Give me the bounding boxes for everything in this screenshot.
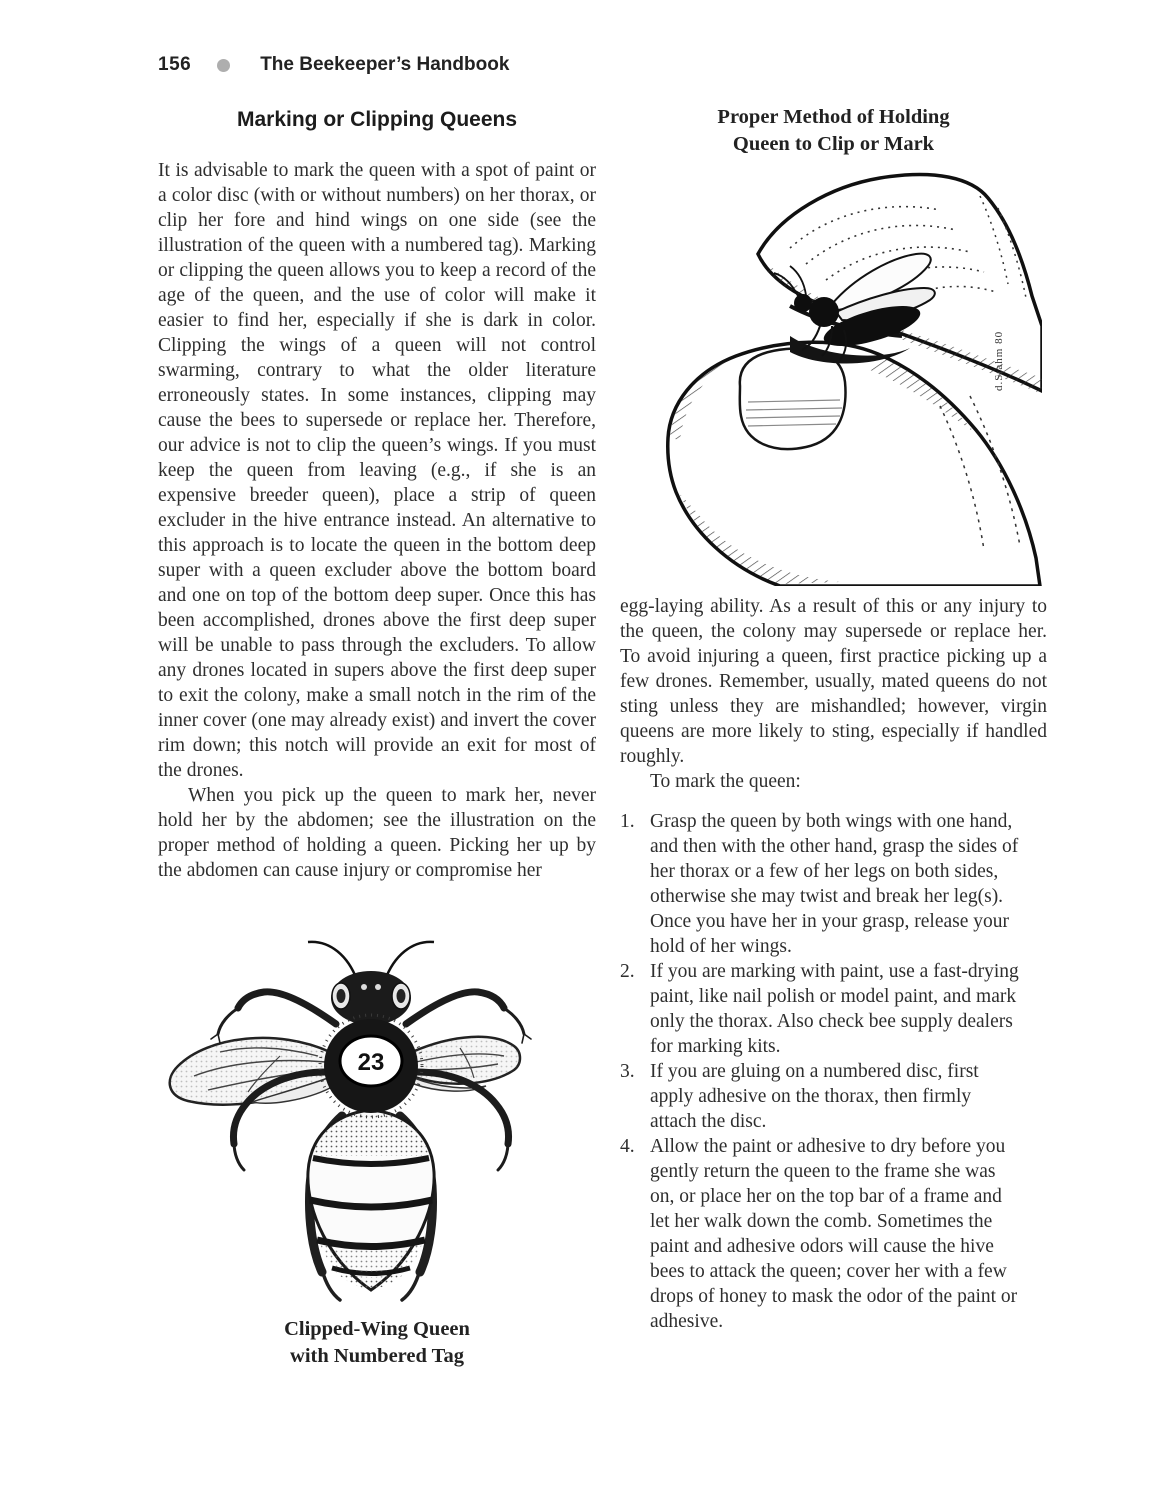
bee-abdomen — [308, 1110, 434, 1290]
fingernail — [740, 348, 846, 449]
list-item — [620, 1134, 1047, 1334]
bee-figure-caption-line-1: Clipped-Wing Queen — [284, 1318, 470, 1340]
bee-figure-caption-line-2: with Numbered Tag — [290, 1345, 464, 1367]
list-item-number: 1. — [620, 811, 635, 832]
bee-thorax — [809, 297, 839, 327]
right-paragraph-2: To mark the queen: — [650, 771, 801, 792]
right-column — [620, 594, 1047, 1334]
list-item — [620, 1059, 1047, 1134]
marking-steps-list — [620, 809, 1047, 1334]
bee-head — [794, 294, 812, 312]
fingertip-illustration — [668, 342, 1040, 586]
bee-head — [331, 971, 411, 1025]
list-item-number: 4. — [620, 1136, 635, 1157]
left-paragraph-2: When you pick up the queen to mark her, never hold her by the abdomen; see the illustration on the proper method of holding a queen. Picking her up by the abdomen can cause injury or compromise her — [158, 785, 596, 881]
queen-tag-number: 23 — [357, 1049, 385, 1076]
list-item-number: 3. — [620, 1061, 635, 1082]
bee-figure-caption — [158, 1316, 596, 1370]
hand-figure-caption-line-2: Queen to Clip or Mark — [732, 133, 935, 155]
book-title: The Beekeeper’s Handbook — [260, 54, 510, 75]
left-column — [158, 108, 596, 883]
list-item — [620, 959, 1047, 1059]
list-item-number: 2. — [620, 961, 635, 982]
clipped-wing-queen-illustration — [160, 920, 596, 1312]
list-item — [620, 809, 1047, 959]
section-heading: Marking or Clipping Queens — [236, 108, 518, 131]
section-bullet-icon — [217, 59, 230, 72]
bee-thorax — [320, 1015, 422, 1117]
list-item-text: Grasp the queen by both wings with one hand, and then with the other hand, grasp the sides of her thorax or a few of her legs on both sides, otherwise she may twist and break her leg(s). Once you have her in your grasp, release your hold of her wings. — [650, 811, 1019, 957]
hand-figure-caption — [620, 104, 1047, 158]
left-column-body — [158, 158, 596, 883]
list-item-text: If you are gluing on a numbered disc, first apply adhesive on the thorax, then firmly attach the disc. — [650, 1061, 979, 1132]
list-item-text: Allow the paint or adhesive to dry before you gently return the queen to the frame she was on, or place her on the top bar of a frame and let her walk down the comb. Sometimes the paint and adhesive odors will cause the hive bees to attack the queen; cover her with a few drops of honey to mask the odor of the paint or adhesive. — [650, 1136, 1018, 1332]
page-number: 156 — [158, 54, 192, 75]
hand-holding-queen-illustration — [640, 156, 1042, 586]
illustrator-signature: d.Stahm 80 — [993, 330, 1005, 391]
running-head — [158, 54, 509, 76]
bee-antenna-right — [385, 942, 434, 980]
hand-figure-caption-line-1: Proper Method of Holding — [717, 106, 950, 128]
bee-antenna-left — [308, 942, 357, 980]
list-item-text: If you are marking with paint, use a fast-drying paint, like nail polish or model paint, and mark only the thorax. Also check bee supply dealers for marking kits. — [650, 961, 1019, 1057]
right-paragraph-1: egg-laying ability. As a result of this or any injury to the queen, the colony may supersede or replace her. To avoid injuring a queen, first practice picking up a few drones. Remember, usually, mated queens do not sting unless they are mishandled; however, virgin queens are more likely to sting, especially if handled roughly. — [620, 596, 1047, 767]
left-paragraph-1: It is advisable to mark the queen with a spot of paint or a color disc (with or without numbers) on her thorax, or clip her fore and hind wings on one side (see the illustration of the queen with a numbered tag). Marking or clipping the queen allows you to keep a record of the age of the queen, and the use of color will make it easier to find her, especially if she is dark in color. Clipping the wings of a queen will not control swarming, contrary to what the older literature erroneously states. In some instances, clipping may cause the bees to supersede or replace her. Therefore, our advice is not to clip the queen’s wings. If you must keep the queen from leaving (e.g., if she is an expensive breeder queen), place a strip of queen excluder in the hive entrance instead. An alternative to this approach is to locate the queen in the bottom deep super with a queen excluder above the bottom board and one on top of the bottom deep super. Once this has been accomplished, drones above the first deep super will be unable to pass through the excluders. To allow any drones located in supers above the first deep super to exit the colony, make a small notch in the rim of the inner cover (one may already exist) and invert the cover rim down; this notch will provide an exit for most of the drones. — [158, 160, 596, 781]
